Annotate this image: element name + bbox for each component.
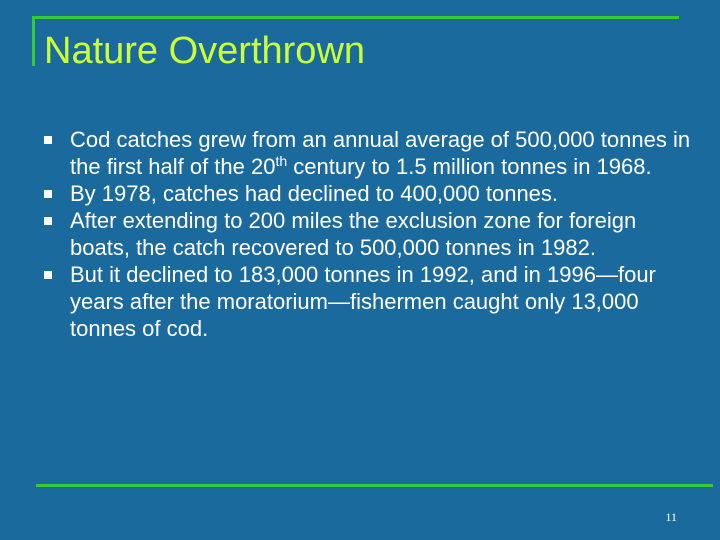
title-frame-top-line — [32, 16, 679, 19]
bullet-item — [44, 261, 694, 342]
bullet-text — [70, 207, 694, 261]
footer-divider — [36, 484, 713, 487]
bullet-item — [44, 126, 694, 180]
square-bullet-icon — [44, 217, 52, 225]
square-bullet-icon — [44, 136, 52, 144]
bullet-item — [44, 180, 694, 207]
bullet-list — [44, 126, 694, 342]
superscript-text: th — [275, 153, 288, 169]
bullet-text — [70, 180, 694, 207]
bullet-text-segment: Cod catches grew from an annual average of 500,000 tonnes in the first half of the 20 — [70, 127, 691, 179]
bullet-text-segment: By 1978, catches had declined to 400,000 tonnes. — [70, 181, 559, 206]
bullet-text-segment: century to 1.5 million tonnes in 1968. — [287, 154, 652, 179]
slide-title: Nature Overthrown — [44, 30, 366, 72]
bullet-text-segment: After extending to 200 miles the exclusion zone for foreign boats, the catch recovered to 500,000 tonnes in 1982. — [70, 208, 637, 260]
title-frame-left-line — [32, 16, 35, 66]
page-number: 11 — [665, 510, 677, 524]
bullet-text-segment: But it declined to 183,000 tonnes in 1992, and in 1996—four years after the moratorium—fishermen caught only 13,000 tonnes of cod. — [70, 262, 656, 341]
bullet-text — [70, 261, 694, 342]
square-bullet-icon — [44, 271, 52, 279]
bullet-text — [70, 126, 694, 180]
square-bullet-icon — [44, 190, 52, 198]
bullet-item — [44, 207, 694, 261]
